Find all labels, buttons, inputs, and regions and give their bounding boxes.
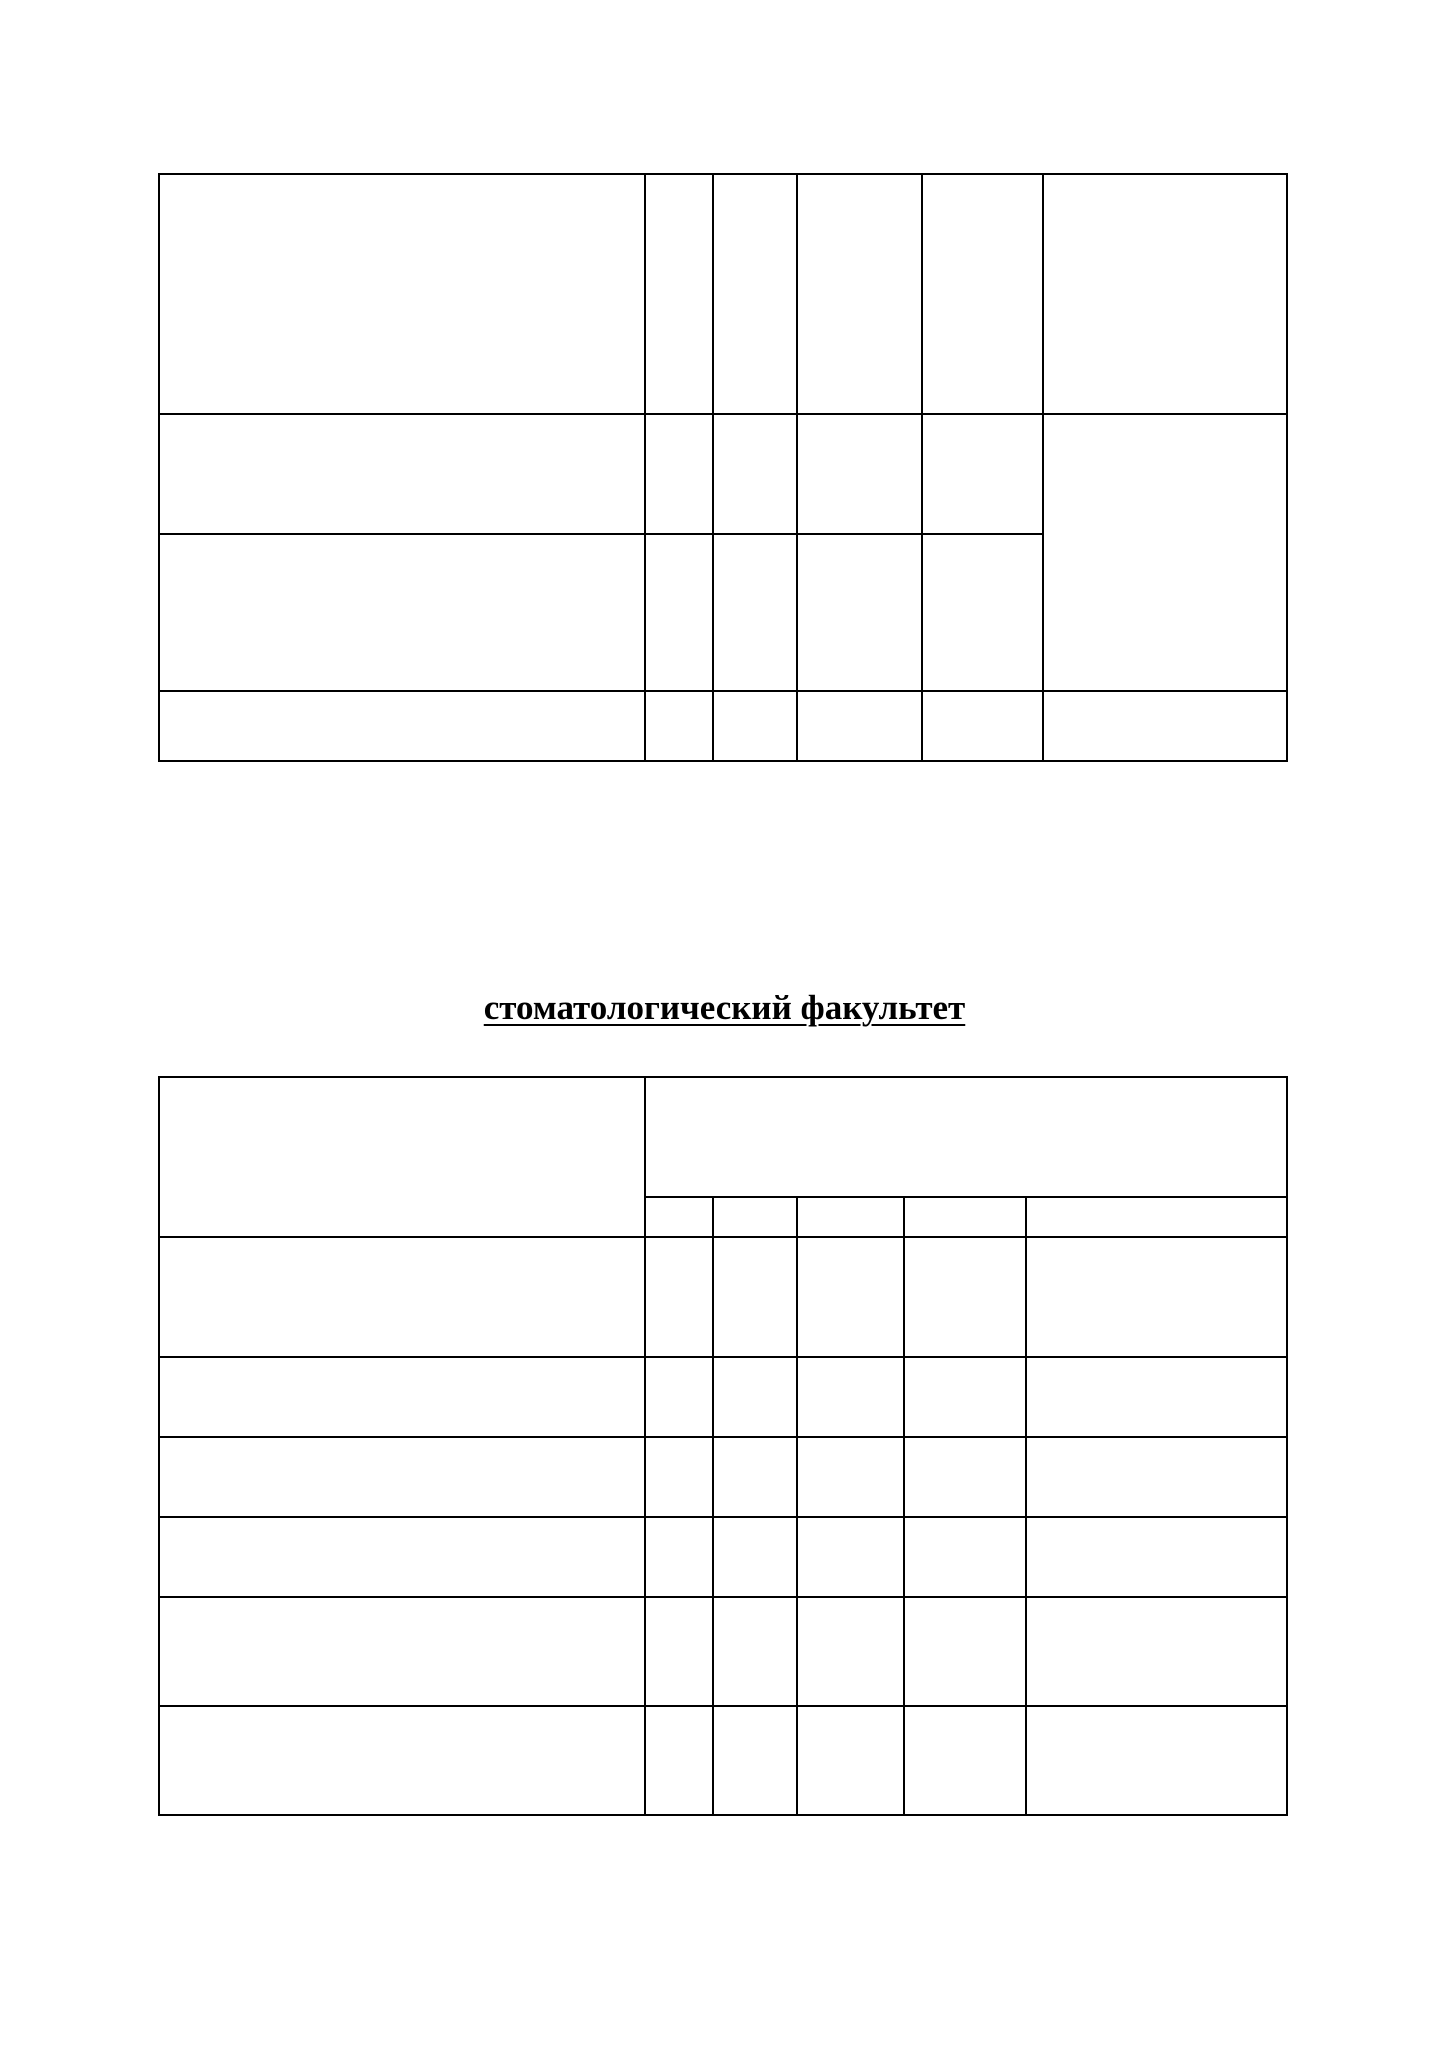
table-row — [159, 1706, 1287, 1815]
table-cell — [645, 1706, 713, 1815]
table-cell — [713, 1517, 797, 1597]
table-cell — [713, 1597, 797, 1706]
bottom-table — [158, 1076, 1288, 1816]
table-cell — [1026, 1517, 1287, 1597]
table-cell — [1043, 691, 1287, 761]
table-subheader-cell — [904, 1197, 1026, 1237]
table-cell — [645, 414, 713, 534]
table-cell — [159, 1706, 645, 1815]
table-cell — [904, 1237, 1026, 1357]
table-cell — [1026, 1357, 1287, 1437]
table-cell — [645, 534, 713, 691]
table-cell — [904, 1597, 1026, 1706]
table-row — [159, 1357, 1287, 1437]
table-cell — [1043, 174, 1287, 414]
table-subheader-cell — [1026, 1197, 1287, 1237]
table-cell — [713, 1706, 797, 1815]
table-cell — [713, 691, 797, 761]
table-subheader-cell — [797, 1197, 904, 1237]
table-row — [159, 691, 1287, 761]
table-cell — [922, 534, 1043, 691]
table-cell — [159, 1597, 645, 1706]
table-cell — [904, 1706, 1026, 1815]
table-cell — [904, 1517, 1026, 1597]
table-cell — [713, 534, 797, 691]
table-cell — [645, 1437, 713, 1517]
table-cell — [797, 1437, 904, 1517]
table-cell — [1026, 1237, 1287, 1357]
table-subheader-cell — [645, 1197, 713, 1237]
table-cell — [922, 691, 1043, 761]
table-header-row — [159, 1077, 1287, 1197]
table-cell — [159, 174, 645, 414]
table-cell — [797, 1517, 904, 1597]
table-cell — [904, 1357, 1026, 1437]
table-cell — [645, 1237, 713, 1357]
table-header-cell — [159, 1077, 645, 1237]
table-cell — [713, 174, 797, 414]
table-cell — [159, 1237, 645, 1357]
table-cell — [645, 1357, 713, 1437]
table-cell — [797, 534, 922, 691]
table-cell — [1026, 1706, 1287, 1815]
table-cell — [159, 534, 645, 691]
table-cell — [645, 691, 713, 761]
table-cell-merged — [1043, 414, 1287, 691]
top-table — [158, 173, 1288, 762]
table-row — [159, 414, 1287, 534]
table-cell — [159, 414, 645, 534]
table-row — [159, 1517, 1287, 1597]
table-cell — [922, 174, 1043, 414]
table-row — [159, 1437, 1287, 1517]
table-header-cell-merged — [645, 1077, 1287, 1197]
table-subheader-cell — [713, 1197, 797, 1237]
table-cell — [645, 174, 713, 414]
table-cell — [713, 1357, 797, 1437]
table-cell — [922, 414, 1043, 534]
table-cell — [1026, 1437, 1287, 1517]
table-cell — [797, 1237, 904, 1357]
table-cell — [797, 1706, 904, 1815]
table-cell — [645, 1597, 713, 1706]
table-cell — [797, 414, 922, 534]
table-cell — [713, 1437, 797, 1517]
table-cell — [797, 1597, 904, 1706]
table-cell — [159, 1437, 645, 1517]
section-heading: стоматологический факультет — [483, 988, 966, 1027]
table-cell — [645, 1517, 713, 1597]
table-row — [159, 1597, 1287, 1706]
table-cell — [797, 691, 922, 761]
table-cell — [904, 1437, 1026, 1517]
table-row — [159, 1237, 1287, 1357]
table-cell — [159, 691, 645, 761]
table-cell — [797, 174, 922, 414]
table-cell — [797, 1357, 904, 1437]
table-row — [159, 174, 1287, 414]
table-cell — [713, 1237, 797, 1357]
table-cell — [159, 1517, 645, 1597]
table-cell — [1026, 1597, 1287, 1706]
table-cell — [713, 414, 797, 534]
table-cell — [159, 1357, 645, 1437]
